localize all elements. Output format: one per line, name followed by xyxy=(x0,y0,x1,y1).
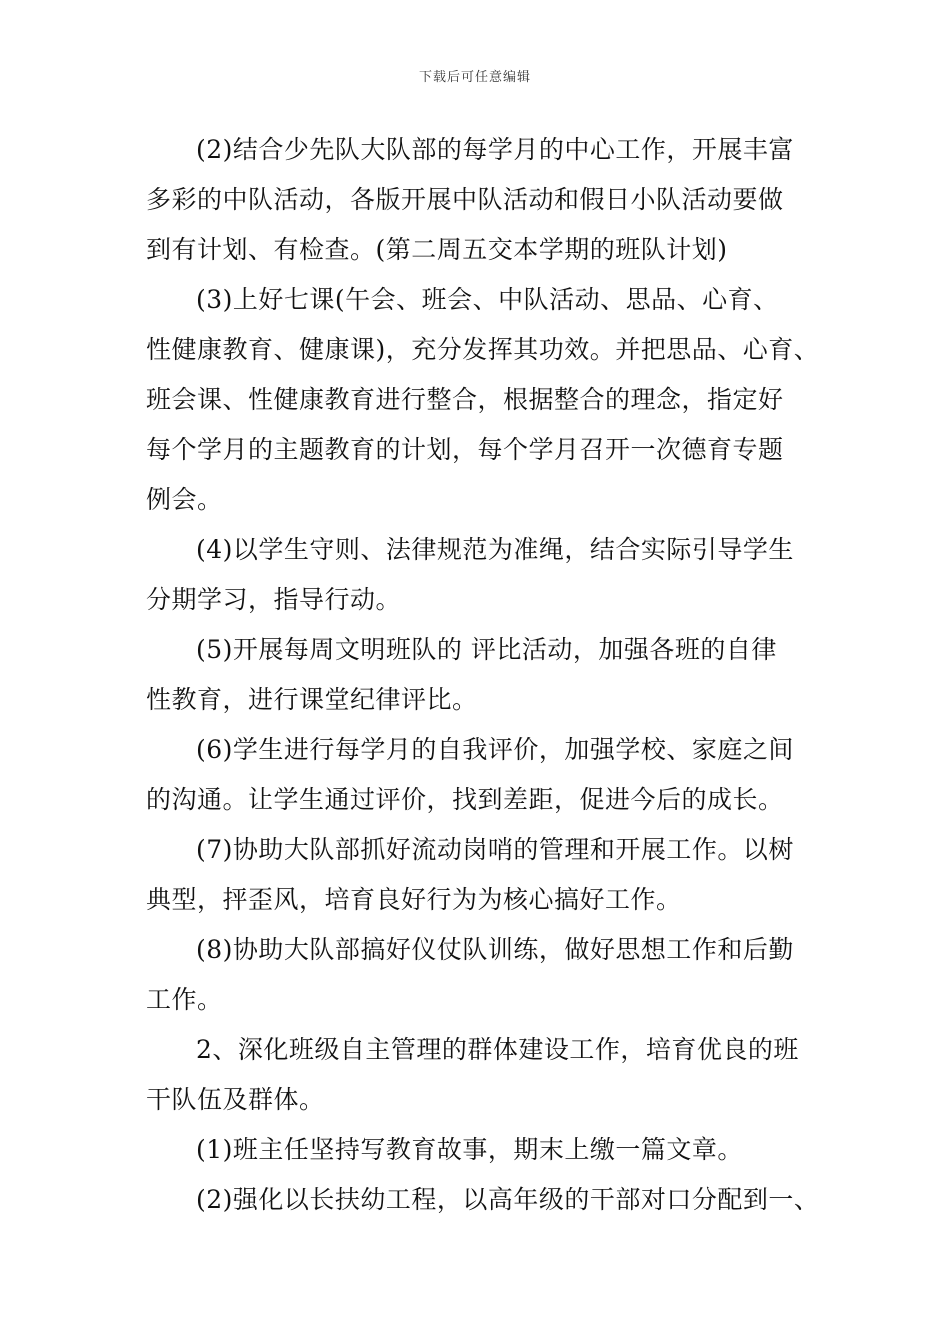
text-line: 性健康教育、健康课)，充分发挥其功效。并把思品、心育、 xyxy=(146,335,820,364)
text-line: (2)结合少先队大队部的每学月的中心工作，开展丰富 xyxy=(196,135,794,164)
text-line: (7)协助大队部抓好流动岗哨的管理和开展工作。以树 xyxy=(196,835,794,864)
text-line: 分期学习，指导行动。 xyxy=(146,585,402,614)
text-line: 性教育，进行课堂纪律评比。 xyxy=(146,685,478,714)
header-note: 下载后可任意编辑 xyxy=(418,70,531,85)
text-line: 干队伍及群体。 xyxy=(146,1085,325,1114)
text-line: 到有计划、有检查。(第二周五交本学期的班队计划) xyxy=(146,235,728,264)
text-line: 典型，抨歪风，培育良好行为为核心搞好工作。 xyxy=(146,885,682,914)
text-line: (3)上好七课(午会、班会、中队活动、思品、心育、 xyxy=(196,285,779,314)
text-line: 多彩的中队活动，各版开展中队活动和假日小队活动要做 xyxy=(146,185,784,214)
text-line: 班会课、性健康教育进行整合，根据整合的理念，指定好 xyxy=(146,385,784,414)
text-line: (6)学生进行每学月的自我评价，加强学校、家庭之间 xyxy=(196,735,794,764)
text-line: 工作。 xyxy=(146,985,223,1014)
text-line: (1)班主任坚持写教育故事，期末上缴一篇文章。 xyxy=(196,1135,743,1164)
text-line: (4)以学生守则、法律规范为准绳，结合实际引导学生 xyxy=(196,535,794,564)
document-body xyxy=(146,128,826,1228)
text-line: (5)开展每周文明班队的 评比活动，加强各班的自律 xyxy=(196,635,777,664)
text-line: 2、深化班级自主管理的群体建设工作，培育优良的班 xyxy=(196,1035,799,1064)
text-line: 例会。 xyxy=(146,485,223,514)
text-line: (8)协助大队部搞好仪仗队训练，做好思想工作和后勤 xyxy=(196,935,794,964)
text-line: (2)强化以长扶幼工程，以高年级的干部对口分配到一、 xyxy=(196,1185,820,1214)
text-line: 的沟通。让学生通过评价，找到差距，促进今后的成长。 xyxy=(146,785,784,814)
text-line: 每个学月的主题教育的计划，每个学月召开一次德育专题 xyxy=(146,435,784,464)
